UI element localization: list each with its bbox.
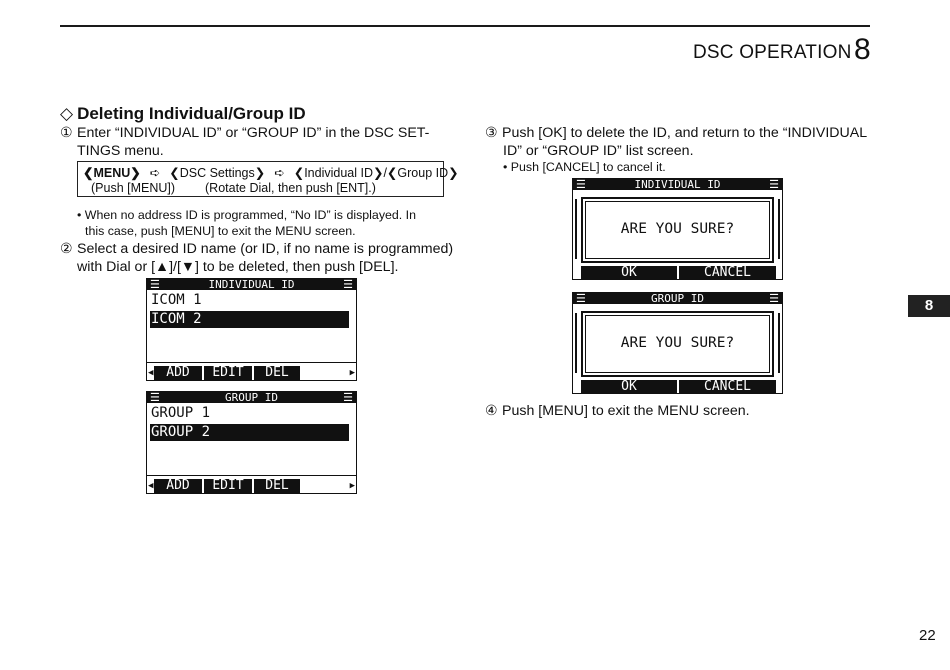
heading-text: Deleting Individual/Group ID [77,104,306,123]
left-arrow-icon[interactable]: ◀ [148,481,154,491]
softkey-bar [147,479,356,494]
softkey-bar [573,266,782,281]
step-2 [60,240,453,258]
right-arrow-icon[interactable]: ▶ [349,481,355,491]
divider [147,475,356,476]
dialog-side-mark [575,199,577,259]
note-3: • Push [CANCEL] to cancel it. [503,160,666,174]
softkey-del[interactable]: DEL [254,479,300,493]
step-2-line1: Select a desired ID name (or ID, if no name is programmed) [77,241,454,257]
step-4-number: ④ [485,403,498,419]
list-item[interactable]: GROUP 1 [151,405,211,421]
confirm-dialog [581,311,774,377]
dialog-message: ARE YOU SURE? [620,221,735,237]
lcd-individual-id-list [146,278,357,381]
chapter-tab: 8 [908,295,950,317]
softkey-add[interactable]: ADD [154,366,202,380]
list-item-selected[interactable]: ICOM 2 [150,311,349,328]
step-1-number: ① [60,125,73,141]
softkey-del[interactable]: DEL [254,366,300,380]
section-number: 8 [854,33,871,66]
dialog-message: ARE YOU SURE? [620,335,735,351]
note-1-line1: • When no address ID is programmed, “No ID” is displayed. In [77,208,417,222]
menu-path-row1 [83,165,459,180]
step-3-number: ③ [485,125,498,141]
menu-path-box [77,161,459,197]
step-1 [60,124,429,142]
lcd-group-id-list [146,391,357,494]
menu-icon: ☰ [150,278,160,291]
step-3-line1: Push [OK] to delete the ID, and return to the “INDIVIDUAL [502,125,868,141]
softkey-cancel[interactable]: CANCEL [679,380,776,394]
step-1-line1: Enter “INDIVIDUAL ID” or “GROUP ID” in the DSC SET- [77,125,430,141]
menu-icon: ☰ [343,391,353,404]
step-2-number: ② [60,241,73,257]
header-rule [60,25,870,27]
section-title: DSC OPERATION [693,42,852,63]
softkey-add[interactable]: ADD [154,479,202,493]
dialog-side-mark [778,199,780,259]
left-arrow-icon[interactable]: ◀ [148,368,154,378]
softkey-bar [147,366,356,381]
note-1-line2: this case, push [MENU] to exit the MENU screen. [85,224,356,238]
section-heading [60,104,306,124]
id-menu-item: ❮Individual ID❯/❮Group ID❯ [293,166,459,180]
page-number: 22 [919,627,936,644]
softkey-ok[interactable]: OK [581,380,677,394]
lcd-title-bar [147,279,356,290]
list-item[interactable]: ICOM 1 [151,292,202,308]
menu-key: ❮MENU❯ [83,166,141,180]
arrow-icon: ➪ [274,166,285,180]
menu-icon: ☰ [343,278,353,291]
softkey-edit[interactable]: EDIT [204,479,252,493]
step-2-line2: with Dial or [▲]/[▼] to be deleted, then push [DEL]. [77,259,399,275]
softkey-cancel[interactable]: CANCEL [679,266,776,280]
lcd-title-bar [147,392,356,403]
arrow-icon: ➪ [149,166,161,180]
step-4-line1: Push [MENU] to exit the MENU screen. [502,403,750,419]
dsc-settings-item: ❮DSC Settings❯ [169,166,266,180]
menu-icon: ☰ [769,178,779,191]
menu-icon: ☰ [769,292,779,305]
lcd-title: INDIVIDUAL ID [634,178,721,191]
dialog-side-mark [778,313,780,373]
lcd-title-bar [573,179,782,190]
menu-path-hint-2: (Rotate Dial, then push [ENT].) [205,181,376,195]
lcd-title: INDIVIDUAL ID [208,278,295,291]
step-4 [485,402,750,420]
menu-path-hint-1: (Push [MENU]) [91,181,176,195]
menu-icon: ☰ [150,391,160,404]
menu-icon: ☰ [576,292,586,305]
dialog-side-mark [575,313,577,373]
diamond-icon: ◇ [60,104,74,123]
step-1-line2: TINGS menu. [77,143,164,159]
divider [147,362,356,363]
lcd-title: GROUP ID [651,292,704,305]
lcd-confirm-individual [572,178,783,280]
softkey-bar [573,380,782,395]
lcd-title: GROUP ID [225,391,278,404]
softkey-ok[interactable]: OK [581,266,677,280]
step-3 [485,124,867,142]
list-item-selected[interactable]: GROUP 2 [150,424,349,441]
softkey-edit[interactable]: EDIT [204,366,252,380]
lcd-confirm-group [572,292,783,394]
right-arrow-icon[interactable]: ▶ [349,368,355,378]
lcd-title-bar [573,293,782,304]
menu-icon: ☰ [576,178,586,191]
confirm-dialog [581,197,774,263]
step-3-line2: ID” or “GROUP ID” list screen. [503,143,694,159]
